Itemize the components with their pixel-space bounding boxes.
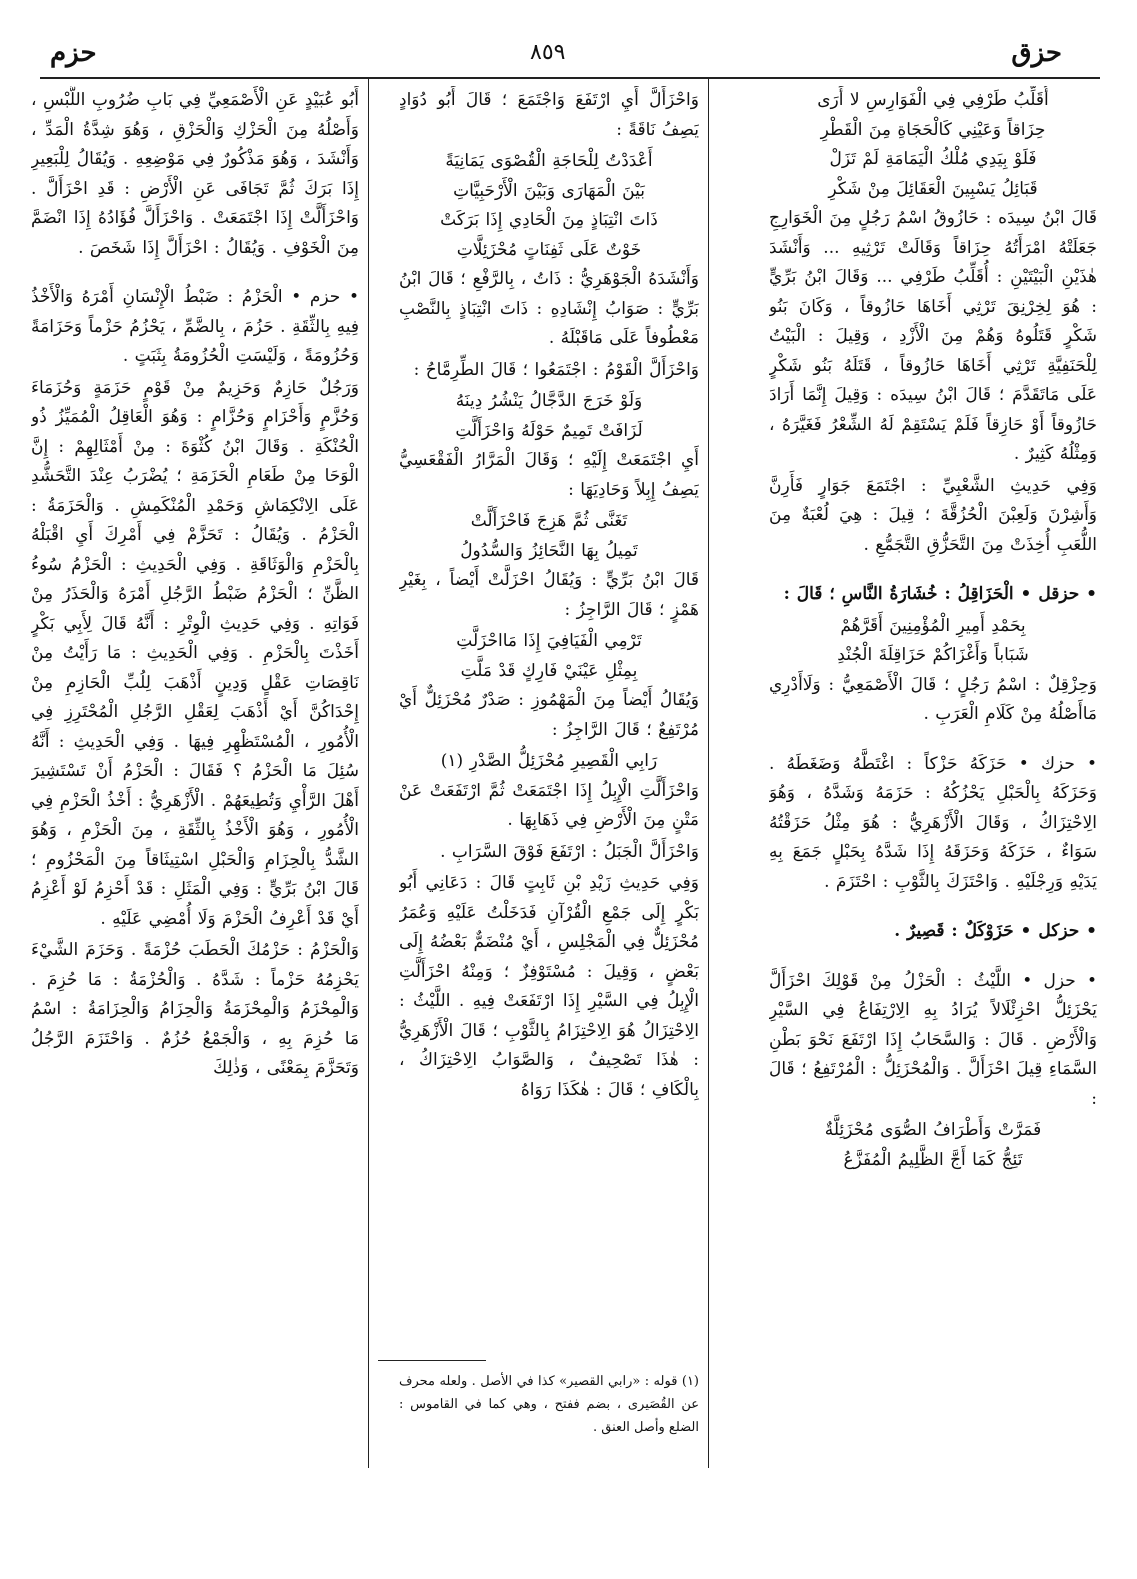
verse-line: تَمِيلُ بِهَا النَّحَائِزُ وَالسُّدُولُ bbox=[460, 540, 638, 561]
entry-heading-hzql: • حزقل • الْحَزَاقِلُ : خُشَارَةُ النَّاسِ ؛ قَالَ : bbox=[783, 584, 1097, 604]
column-right bbox=[769, 86, 1097, 1506]
paragraph: وَحِزْقِلٌ : اسْمُ رَجُلٍ ؛ قَالَ الْأَصْمَعِيُّ : وَلَاأَدْرِي مَاأَصْلُهُ مِنْ كَلَامِ الْعَرَبِ . bbox=[769, 674, 1097, 724]
footnote bbox=[399, 1370, 699, 1439]
paragraph: وَالْحَزْمُ : حَزْمُكَ الْحَطَبَ حُزْمَةً . وَحَزَمَ الشَّيْءَ يَحْزِمُهُ حَزْماً : شَدَّهُ . وَالْحُزْمَةُ : مَا حُزِمَ . وَالْمِحْزَمُ وَالْمِحْزَمَةُ وَالْحِزَامُ وَالْحِزَامَةُ : اسْمُ مَا حُزِمَ بِهِ ، وَالْجَمْعُ حُزُمٌ . وَاحْتَزَمَ الرَّجُلُ وَتَحَزَّمَ بِمَعْنًى ، وَذٰلِكَ bbox=[31, 940, 359, 1078]
paragraph: وَيُقَالُ أَيْضاً مِنَ الْمَهْمُوزِ : صَدْرٌ مُحْزَئِلٌّ أَيْ مُرْتَفِعٌ ؛ قَالَ الرَّاجِزُ : bbox=[399, 690, 699, 740]
paragraph: وَاحْزَأَلَّ الْجَبَلُ : ارْتَفَعَ فَوْقَ السَّرَابِ . bbox=[440, 841, 699, 862]
verse-line: أَعْدَدْتُ لِلْحَاجَةِ الْقُصْوَى يَمَانِيَةً bbox=[445, 151, 653, 171]
verse-line: خَوْتٌ عَلَى ثَفِنَاتٍ مُحْزَئِلَّاتِ bbox=[456, 239, 642, 260]
footnote-text: (١) قوله : «رابي القصير» كذا في الأصل . ولعله محرف عن القُصَيرى ، بضم ففتح ، وهي كما في القاموس : الضلع وأصل العنق . bbox=[399, 1374, 699, 1435]
paragraph: أَبُو عُبَيْدٍ عَنِ الْأَصْمَعِيِّ فِي بَابِ ضُرُوبِ اللُّبْسِ ، وَأَصْلُهُ مِنَ الْحَزْكِ وَالْحَزْقِ ، وَهُوَ شِدَّةُ الْمَدِّ ، وَأَنْشَدَ ، وَهُوَ مَذْكُورٌ فِي مَوْضِعِهِ . وَيُقَالُ لِلْبَعِيرِ إِذَا بَرَكَ ثُمَّ تَجَافَى عَنِ الْأَرْضِ : قَدِ احْزَأَلَّ . وَاحْزَأَلَّتْ إِذَا اجْتَمَعَتْ . وَاحْزَأَلَّ فُؤَادُهُ إِذَا انْضَمَّ مِنَ الْخَوْفِ . وَيُقَالُ : احْزَأَلَّ إِذَا شَخَصَ . bbox=[31, 90, 359, 258]
verse-line: تَرْمِي الْفَيَافِيَ إِذَا مَااحْزَلَّتِ bbox=[456, 631, 642, 651]
verse-line: وَلَوْ خَرَجَ الدَّجَّالُ يَنْشُرُ دِينَهُ bbox=[455, 391, 643, 411]
entry-hzm: • حزم • الْحَزْمُ : ضَبْطُ الْإِنْسَانِ أَمْرَهُ وَالْأَخْذُ فِيهِ بِالثِّقَةِ . حَزُمَ ، بِالضَّمِّ ، يَحْزُمُ حَزْماً وَحَزَامَةً وَحُزُومَةً ، وَلَيْسَتِ الْحُزُومَةُ بِثَبَتٍ . bbox=[31, 287, 359, 366]
verse-line: ذَاتَ انْتِبَاذٍ مِنَ الْحَادِي إِذَا بَرَكَتْ bbox=[440, 210, 658, 230]
column-left bbox=[31, 86, 359, 1506]
verse-line: بِحَمْدِ أَمِيرِ الْمُؤْمِنِينَ أَقَرَّهُمْ bbox=[840, 615, 1026, 636]
verse-line: فَلَوْ بِيَدِي مُلْكُ الْيَمَامَةِ لَمْ تَزَلْ bbox=[829, 149, 1037, 169]
verse-line: لَزَافَتْ تَمِيمٌ حَوْلَهُ وَاحْزَأَلَّتِ bbox=[455, 420, 643, 441]
verse-line: فَمَرَّتْ وَأَطْرَافُ الصُّوَى مُحْزَئِلَّةٌ bbox=[824, 1120, 1042, 1140]
entry-hzl: • حزل • اللَّيْثُ : الْحَزْلُ مِنْ قَوْلِكَ احْزَأَلَّ يَحْزَئِلُّ احْزِئْلَالاً يُرَادُ بِهِ الِارْتِفَاعُ فِي السَّيْرِ وَالْأَرْضِ . قَالَ : وَالسَّحَابُ إِذَا ارْتَفَعَ نَحْوَ بَطْنِ السَّمَاءِ قِيلَ احْزَأَلَّ . وَالْمُحْزَئِلُّ : الْمُرْتَفِعُ ؛ قَالَ : bbox=[769, 970, 1097, 1109]
verse-line: تَئِجُّ كَمَا أَجَّ الظَّلِيمُ الْمُفَزَّعُ bbox=[843, 1149, 1023, 1170]
column-divider-right bbox=[708, 78, 709, 1468]
paragraph: قَالَ ابْنُ سِيدَه : حَازُوقُ اسْمُ رَجُلٍ مِنَ الْخَوَارِجِ جَعَلَتْهُ امْرَأَتُهُ حِزَاقاً وَقَالَتْ تَرْثِيهِ ... وَأَنْشَدَ هٰذَيْنِ الْبَيْتَيْنِ : أُقَلِّبُ طَرْفِي ... وَقَالَ ابْنُ بَرِّيٍّ : هُوَ لِخِرْنِقَ تَرْثِي أَخَاهَا حَازُوقاً ، وَكَانَ بَنُو شَكْرٍ قَتَلُوهُ وَهُمْ مِنَ الْأَزْدِ ، وَقِيلَ : الْبَيْتُ لِلْحَنَفِيَّةِ تَرْثِي أَخَاهَا حَازُوقاً ، قَتَلَهُ بَنُو شَكْرٍ عَلَى مَاتَقَدَّمَ ؛ قَالَ ابْنُ سِيدَه : وَقِيلَ إِنَّمَا أَرَادَ حَازُوقاً أَوْ حَازِقاً فَلَمْ يَسْتَقِمْ لَهُ الشِّعْرُ فَغَيَّرَهُ ، وَمِثْلُهُ كَثِيرٌ . bbox=[769, 208, 1097, 464]
verse-line: بِمِثْلِ عَيْنَيْ فَارِكٍ قَدْ مَلَّتِ bbox=[460, 660, 638, 681]
column-divider-left bbox=[368, 78, 369, 1468]
verse-line: حِزَاقاً وَعَيْنِي كَالْحَجَاةِ مِنَ الْقَطْرِ bbox=[820, 119, 1046, 140]
verse-line: رَابِي الْقَصِيرِ مُحْزَئِلُّ الصَّدْرِ (١) bbox=[440, 751, 658, 771]
footnote-rule bbox=[378, 1360, 486, 1361]
paragraph: وَفِي حَدِيثِ زَيْدِ بْنِ ثَابِتٍ قَالَ : دَعَانِي أَبُو بَكْرٍ إِلَى جَمْعِ الْقُرْآنِ فَدَخَلْتُ عَلَيْهِ وَعُمَرُ مُحْزَئِلٌّ فِي الْمَجْلِسِ ، أَيْ مُنْضَمٌّ بَعْضُهُ إِلَى بَعْضٍ ، وَقِيلَ : مُسْتَوْفِزٌ ؛ وَمِنْهُ احْزَأَلَّتِ الْإِبِلُ فِي السَّيْرِ إِذَا ارْتَفَعَتْ فِيهِ . اللَّيْثُ : الِاحْتِزَالُ هُوَ الِاحْتِزَامُ بِالثَّوْبِ ؛ قَالَ الْأَزْهَرِيُّ : هٰذَا تَصْحِيفٌ ، وَالصَّوَابُ الِاحْتِزَاكُ ، بِالْكَافِ ؛ قَالَ : هٰكَذَا رَوَاهُ bbox=[399, 873, 699, 1100]
running-head-left: حزم bbox=[50, 38, 97, 68]
entry-hzk: • حزك • حَزَكَهُ حَزْكاً : اغْتَطَّهُ وَضَغَطَهُ . وَحَزَكَهُ بِالْحَبْلِ يَحْزُكُهُ : حَزَمَهُ وَشَدَّهُ ، وَهُوَ الِاحْتِزَاكُ ، وَقَالَ الْأَزْهَرِيُّ : هُوَ مِثْلُ حَزَقْتُهُ سَوَاءٌ ، حَزَكَهُ وَحَزَقَهُ إِذَا شَدَّهُ بِحَبْلٍ جَمَعَ بِهِ يَدَيْهِ وَرِجْلَيْهِ . وَاحْتَزَكَ بِالثَّوْبِ : احْتَزَمَ . bbox=[769, 753, 1097, 892]
verse-line: أُقَلِّبُ طَرْفِي فِي الْفَوَارِسِ لا أَرَى bbox=[817, 90, 1049, 110]
paragraph: وَفِي حَدِيثِ الشَّعْبِيِّ : اجْتَمَعَ جَوَارٍ فَأَرِنَّ وَأَشِرْنَ وَلَعِبْنَ الْحُزُقَّةَ ؛ قِيلَ : هِيَ لُعْبَةٌ مِنَ اللُّعَبِ أُخِذَتْ مِنَ التَّحَزُّقِ التَّجَمُّعِ . bbox=[769, 475, 1097, 555]
column-middle bbox=[399, 86, 699, 1456]
page-number: ٨٥٩ bbox=[530, 40, 566, 65]
paragraph: وَاحْزَأَلَّتِ الْإِبِلُ إِذَا اجْتَمَعَتْ ثُمَّ ارْتَفَعَتْ عَنْ مَتْنٍ مِنَ الْأَرْضِ فِي ذَهَابِهَا . bbox=[399, 780, 699, 830]
running-head-right: حزق bbox=[1011, 38, 1062, 68]
paragraph: وَاحْزَأَلَّ أَيِ ارْتَفَعَ وَاجْتَمَعَ ؛ قَالَ أَبُو دُوَادٍ يَصِفُ نَاقَةً : bbox=[399, 90, 699, 140]
paragraph: وَاحْزَأَلَّ الْقَوْمُ : اجْتَمَعُوا ؛ قَالَ الطِّرِمَّاحُ : bbox=[413, 359, 699, 380]
verse-line: قَبَائِلُ يَسْبِينَ الْعَقَائِلَ مِنْ شَكْرِ bbox=[828, 178, 1038, 199]
paragraph: أَيِ اجْتَمَعَتْ إِلَيْهِ ؛ وَقَالَ الْمَرَّارُ الْفَقْعَسِيُّ يَصِفُ إِبِلاً وَحَادِيَهَا : bbox=[399, 450, 699, 500]
paragraph: وَأَنْشَدَهُ الْجَوْهَرِيُّ : ذَاتُ ، بِالرَّفْعِ ؛ قَالَ ابْنُ بَرِّيٍّ : صَوَابُ إِنْشَادِهِ : ذَاتَ انْتِبَاذٍ بِالنَّصْبِ مَعْطُوفاً عَلَى مَاقَبْلَهُ . bbox=[399, 269, 699, 348]
paragraph: وَرَجُلٌ حَازِمٌ وَحَزِيمٌ مِنْ قَوْمٍ حَزَمَةٍ وَحُزَمَاءَ وَحُزَّمٍ وَأَحْزَامٍ وَحُزَّامٍ : وَهُوَ الْعَاقِلُ الْمُمَيِّزُ ذُو الْحُنْكَةِ . وَقَالَ ابْنُ كُثْوَةَ : مِنْ أَمْثَالِهِمْ : إِنَّ الْوَحَا مِنْ طَعَامِ الْحَزَمَةِ ؛ يُضْرَبُ عِنْدَ التَّحَشُّدِ عَلَى الِانْكِمَاشِ وَحَمْدِ الْمُنْكَمِشِ . وَالْحَزَمَةُ : الْحَزْمُ . وَيُقَالُ : تَحَزَّمْ فِي أَمْرِكَ أَيِ اقْبَلْهُ بِالْحَزْمِ وَالْوَثَاقَةِ . وَفِي الْحَدِيثِ : الْحَزْمُ سُوءُ الظَّنِّ ؛ الْحَزْمُ ضَبْطُ الرَّجُلِ أَمْرَهُ وَالْحَذَرُ مِنْ فَوَاتِهِ . وَفِي حَدِيثِ الْوِتْرِ : أَنَّهُ قَالَ لِأَبِي بَكْرٍ أَخَذْتَ بِالْحَزْمِ . وَفِي الْحَدِيثِ : مَا رَأَيْتُ مِنْ نَاقِصَاتِ عَقْلٍ وَدِينٍ أَذْهَبَ لِلُبِّ الْحَازِمِ مِنْ إِحْدَاكُنَّ أَيْ أَذْهَبَ لِعَقْلِ الرَّجُلِ الْمُحْتَرِزِ فِي الْأُمُورِ ، الْمُسْتَظْهِرِ فِيهَا . وَفِي الْحَدِيثِ : أَنَّهُ سُئِلَ مَا الْحَزْمُ ؟ فَقَالَ : الْحَزْمُ أَنْ تَسْتَشِيرَ أَهْلَ الرَّأْيِ وَتُطِيعَهُمْ . الْأَزْهَرِيُّ : أَخْذُ الْحَزْمِ فِي الْأُمُورِ ، وَهُوَ الْأَخْذُ بِالثِّقَةِ ، مِنَ الْحَزْمِ ، وَهُوَ الشَّدُّ بِالْحِزَامِ وَالْحَبْلِ اسْتِيثَاقاً مِنَ الْمَحْزُومِ ؛ قَالَ ابْنُ بَرِّيٍّ : وَفِي الْمَثَلِ : قَدْ أَحْزِمُ لَوْ أَعْزِمُ أَيْ قَدْ أَعْرِفُ الْحَزْمَ وَلَا أُمْضِي عَلَيْهِ . bbox=[31, 377, 359, 929]
entry-hzkl: • حزكل • حَزَوْكَلٌ : قَصِيرٌ . bbox=[894, 921, 1097, 941]
header-rule bbox=[40, 77, 1100, 79]
verse-line: تَغَنَّى ثُمَّ هَزِجَ فَاحْزَأَلَّتْ bbox=[470, 511, 628, 531]
verse-line: شَبَاباً وَأَغْزَاكُمْ حَزَاقِلَةَ الْجُنْدِ bbox=[837, 645, 1029, 665]
paragraph: قَالَ ابْنُ بَرِّيٍّ : وَيُقَالُ احْزَلَّتْ أَيْضاً ، بِغَيْرِ هَمْزٍ ؛ قَالَ الرَّاجِزُ : bbox=[399, 570, 699, 620]
verse-line: بَيْنَ الْمَهَارَى وَبَيْنَ الْأَرْحَبِيَّاتِ bbox=[453, 180, 645, 201]
